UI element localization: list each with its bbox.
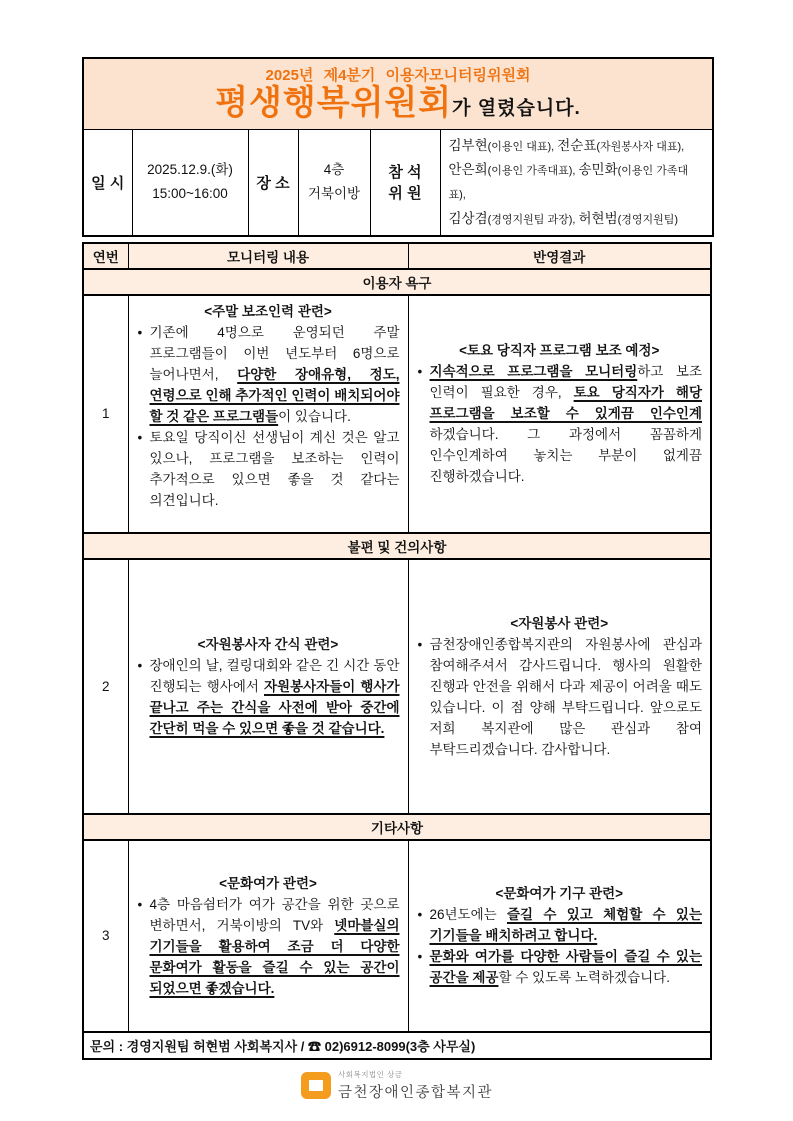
attendee-role: (자원봉사자 대표), [596,140,685,153]
place-value-line1: 4층 [323,161,345,177]
org-logo-icon [301,1072,331,1099]
section-header-complaints: 불편 및 건의사항 [83,533,711,559]
attendee-role: (이용인 가족대표), [487,164,579,177]
result-cell-2 [408,559,711,814]
monitoring-table [82,242,712,1060]
col-header-number: 연번 [83,243,128,269]
attendee-name: 김부현 [448,137,488,153]
org-name: 금천장애인종합복지관 [337,1084,494,1101]
text-run: 장애인의 날, 컬링대회와 같은 긴 시간 동안 진행되는 행사에서 [149,657,400,694]
bullet-item [417,361,703,487]
monitoring-cell-2 [128,559,408,814]
bullet-item [417,904,703,946]
cell-heading: <토요 당직자 프로그램 보조 예정> [459,343,660,359]
text-run-emphasis: 넷마블실의 기기들을 활용하여 조금 더 다양한 문화여가 활동을 즐길 수 있는 공간이 되었으면 좋겠습니다. [149,917,400,996]
place-value [298,129,370,236]
monitoring-cell-1 [128,295,408,533]
text-run-emphasis: 토요 당직자가 해당 프로그램을 보조할 수 있게끔 인수인계 [429,385,702,422]
attendee-name: 송민화 [578,161,618,177]
bullet-item [137,322,400,427]
org-logo [82,1069,712,1102]
document-content [82,57,712,1102]
contact-phone: 02)6912-8099(3층 사무실) [321,1038,476,1054]
phone-icon: ☎ [307,1038,321,1054]
cell-heading: <문화여가 기구 관련> [495,886,624,902]
attendee-role: (경영지원팀) [617,213,679,226]
date-value [132,129,248,236]
title-subtitle: 2025년 제4분기 이용자모니터링위원회 [265,67,531,84]
notice-header-table [82,57,714,237]
text-run-emphasis: 지속적으로 프로그램을 모니터링 [429,364,638,380]
attendee-name: 허현범 [578,210,618,226]
col-header-result: 반영결과 [408,243,711,269]
title-suffix: 가 열렸습니다. [452,98,581,119]
attendees-label [370,129,440,236]
title-line [84,86,712,122]
text-run-emphasis: 즐길 수 있고 체험할 수 있는 기기들을 배치하려고 합니다. [429,907,702,944]
bullet-item [137,427,400,511]
attendees-label-line2: 위 원 [388,185,422,203]
footer-contact [83,1032,711,1059]
attendee-role: (이용인 대표), [487,140,558,153]
text-run: 이 있습니다. [278,408,351,424]
place-label: 장 소 [248,129,298,236]
title-banner [83,58,713,129]
bullet-item [417,634,703,760]
cell-heading: <주말 보조인력 관련> [204,303,332,319]
bullet-item [417,946,703,988]
text-run: 하겠습니다. 그 과정에서 꼼꼼하게 인수인계하여 놓치는 부분이 없게끔 진행하겠습니다. [429,427,702,485]
attendee-role: (이용인 가족대표), [448,164,689,202]
attendees-label-line1: 참 석 [388,164,422,182]
text-run: 하고 보조 인력이 필요한 경우, [429,364,702,401]
org-logo-text [338,1069,493,1102]
cell-heading: <자원봉사자 간식 관련> [197,636,339,652]
row-number: 2 [83,559,128,814]
text-run-emphasis: 문화와 여가를 다양한 사람들이 즐길 수 있는 공간을 제공 [429,949,702,986]
text-run: 4층 마음쉼터가 여가 공간을 위한 곳으로 변하면서, 거북이방의 TV와 [149,896,400,933]
text-run: 금천장애인종합복지관의 자원봉사에 관심과 참여해주셔서 감사드립니다. 행사의 원활한 진행과 안전을 위해서 다과 제공이 어려울 때도 있습니다. 이 점 양해 부탁드립니다. 앞으로도 저희 복지관에 많은 관심과 참여 부탁드리겠습니다. 감사합니다. [429,636,702,757]
bullet-item [137,894,400,999]
place-value-line2: 거북이방 [307,186,361,202]
section-header-user-needs: 이용자 욕구 [83,269,711,295]
text-run: 기존에 4명으로 운영되던 주말 프로그램들이 이번 년도부터 6명으로 늘어나면서, [149,324,400,382]
text-run-emphasis: 다양한 장애유형, 정도, 연령으로 인해 추가적인 인력이 배치되어야 할 것 같은 프로그램들 [149,366,400,424]
col-header-monitoring: 모니터링 내용 [128,243,408,269]
attendee-name: 김상겸 [448,210,488,226]
result-cell-1 [408,295,711,533]
org-foundation-name: 사회복지법인 상금 [337,1069,403,1079]
section-header-misc: 기타사항 [83,814,711,840]
result-cell-3 [408,840,711,1032]
page-title: 평생행복위원회 [215,84,453,122]
text-run: 26년도에는 [429,907,507,923]
text-run: 할 수 있도록 노력하겠습니다. [498,970,670,986]
cell-heading: <문화여가 관련> [219,875,317,891]
row-number: 1 [83,295,128,533]
bullet-item [137,655,400,739]
monitoring-cell-3 [128,840,408,1032]
text-run: 토요일 당직이신 선생님이 계신 것은 알고 있으나, 프로그램을 보조하는 인력이 추가적으로 있으면 좋을 것 같다는 의견입니다. [149,429,400,508]
attendee-name: 전순표 [557,137,597,153]
date-value-line1: 2025.12.9.(화) [147,161,233,177]
row-number: 3 [83,840,128,1032]
cell-heading: <자원봉사 관련> [510,615,609,631]
attendees-list [440,129,713,236]
contact-text: 문의 : 경영지원팀 허현범 사회복지사 / [90,1038,308,1054]
date-label: 일 시 [83,129,132,236]
attendee-name: 안은희 [448,161,488,177]
attendee-role: (경영지원팀 과장), [487,213,579,226]
date-value-line2: 15:00~16:00 [152,186,228,202]
text-run-emphasis: 자원봉사자들이 행사가 끝나고 주는 간식을 사전에 받아 중간에 간단히 먹을 수 있으면 좋을 것 같습니다. [149,678,400,736]
